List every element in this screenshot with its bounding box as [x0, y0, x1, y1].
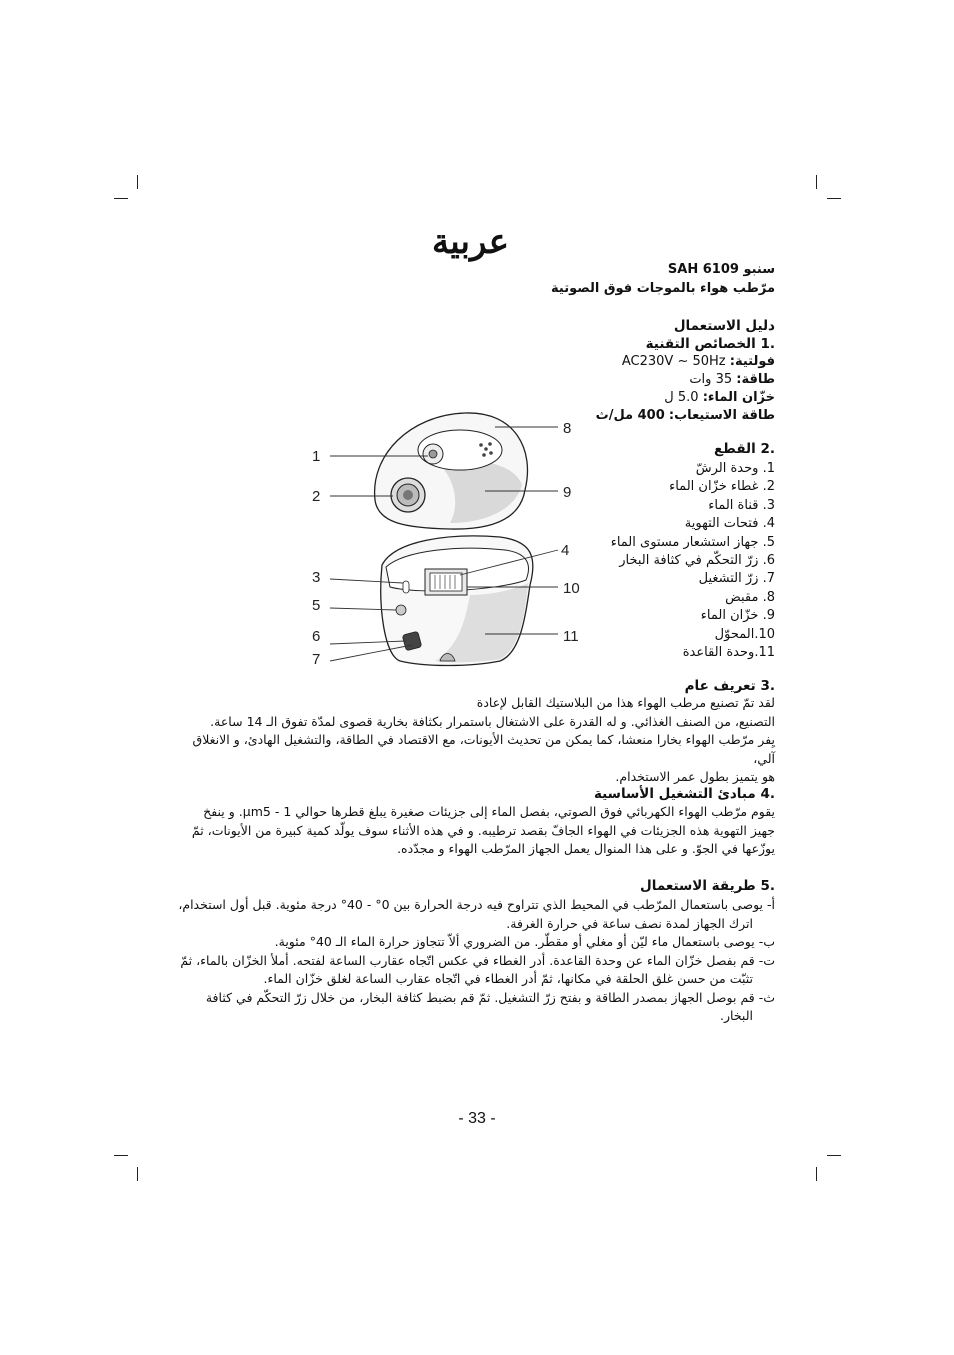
spec-value: 400 مل/ث — [595, 408, 665, 423]
spec-power — [689, 372, 775, 388]
callout-5: 5 — [312, 597, 321, 614]
product-subtitle: مرّطب هواء بالموجات فوق الصوتية — [551, 281, 775, 296]
parts-heading: .2 القطع — [713, 441, 775, 457]
callout-3: 3 — [312, 569, 321, 586]
crop-mark — [137, 1167, 138, 1181]
usage-heading: .5 طريقة الاستعمال — [640, 878, 775, 894]
text-line: هو يتميز بطول عمر الاستخدام. — [615, 769, 775, 784]
callout-6: 6 — [312, 628, 321, 645]
spec-value: 35 وات — [689, 372, 733, 387]
crop-mark — [816, 175, 817, 189]
guide-heading: دليل الاستعمال — [673, 318, 775, 334]
specs-heading: .1 الخصائص التقنية — [645, 336, 775, 352]
list-item: 7. زرّ التشغيل — [698, 571, 775, 587]
crop-mark — [137, 175, 138, 189]
text-line: لقد تمّ تصنيع مرطب الهواء هذا من البلاستيك القابل لإعادة — [476, 695, 775, 710]
parts-list — [611, 460, 775, 662]
list-item: 1. وحدة الرشّ — [695, 461, 775, 476]
callout-4: 4 — [561, 542, 570, 559]
list-item: 10.المحوّل — [714, 626, 775, 642]
crop-mark — [114, 198, 128, 199]
list-item: 5. جهاز استشعار مستوى الماء — [610, 534, 775, 550]
spec-label: خزّان الماء: — [702, 390, 775, 405]
spec-value: AC230V ~ 50Hz — [621, 354, 726, 369]
spec-label: طاقة: — [736, 372, 775, 387]
text-line: يقوم مرّطب الهواء الكهربائي فوق الصوتي، بفصل الماء إلى جزيئات صغيرة يبلغ قطرها حوالي 1 - µm5. و ينفخ — [203, 804, 775, 819]
list-item: 3. قناة الماء — [708, 497, 775, 513]
list-item: 9. خزّان الماء — [700, 608, 775, 624]
list-item: أ- يوصى باستعمال المرّطب في المحيط الذي تتراوح فيه درجة الحرارة بين 0° - 40° درجة مئوية. قبل أول استخدام، اترك الجهاز لمدة نصف ساعة في حرارة الغرفة. — [178, 897, 775, 931]
page-title: عربية — [432, 222, 509, 262]
list-item: ت- قم بفصل خزّان الماء عن وحدة القاعدة. أدر الغطاء في عكس اتّجاه عقارب الساعة لفتحه. أملأ الخزّان بالماء، ثمّ تثبّت من حسن غلق الحلقة في مكانها، ثمّ أدر الغطاء في اتّجاه عقارب الساعة لغلق خزّان الماء. — [180, 952, 775, 986]
text-line: يِفر مرّطب الهواء بخارا منعشا، كما يمكن من تحديث الأيونات، مع الاقتصاد في الطاقة، والتشغيل الهادئ، و الانغلاق آلي، — [192, 732, 775, 766]
water-channel — [403, 581, 409, 593]
callout-11: 11 — [563, 628, 579, 645]
text-line: يوزّعها في الجوّ. و على هذا المنوال يعمل الجهاز المرّطب الهواء و مجدّده. — [397, 841, 775, 856]
list-item: 6. زرّ التحكّم في كثافة البخار — [619, 553, 775, 569]
crop-mark — [816, 1167, 817, 1181]
spec-label: فولتية: — [729, 354, 775, 369]
list-item: ث- قم بوصل الجهاز بمصدر الطاقة و بفتح زرّ التشغيل. ثمّ قم بضبط كثافة البخار، من خلال زرّ التحكّم في كثافة البخار. — [205, 989, 775, 1023]
spec-capacity — [596, 408, 775, 424]
general-paragraph — [175, 694, 775, 787]
crop-mark — [114, 1155, 128, 1156]
page-number: - 33 - — [458, 1110, 496, 1127]
list-item: 4. فتحات التهوية — [684, 516, 775, 532]
callout-10: 10 — [563, 580, 580, 597]
text-line: التصنيع، من الصنف الغذائي. و له القدرة على الاشتغال باستمرار بكثافة بخارية قصوى لمدّة تفوق الـ 14 ساعة. — [210, 713, 775, 729]
principles-heading: .4 مبادئ التشغيل الأساسية — [593, 786, 775, 802]
humidifier-diagram — [300, 405, 600, 675]
principles-paragraph — [175, 803, 775, 859]
crop-mark — [827, 198, 841, 199]
usage-list — [175, 896, 775, 1026]
callout-9: 9 — [563, 484, 572, 501]
list-item: 11.وحدة القاعدة — [682, 645, 775, 661]
spec-tank — [664, 390, 775, 406]
list-item: 8. مقبض — [725, 589, 775, 605]
callout-7: 7 — [312, 651, 321, 668]
spec-label: طاقة الاستيعاب: — [668, 408, 775, 423]
callout-2: 2 — [312, 488, 321, 505]
spec-value: 5.0 ل — [664, 390, 699, 405]
callout-8: 8 — [563, 420, 572, 437]
callout-1: 1 — [312, 448, 321, 465]
text-line: جهيز التهوية هذه الجزيئات في الهواء الجافّ بقصد ترطيبه. و في هذه الأثناء سوف يولّد كمية كبيرة من الأيونات، ثمّ — [191, 822, 775, 838]
level-sensor — [396, 605, 406, 615]
crop-mark — [827, 1155, 841, 1156]
model-line: سنبو SAH 6109 — [667, 262, 775, 277]
list-item: ب- يوصى باستعمال ماء ليّن أو مغلي أو مقطّر. من الضروري ألاّ تتجاوز حرارة الماء الـ 40° مئوية. — [274, 934, 775, 949]
spec-voltage — [622, 354, 775, 370]
general-heading: .3 تعريف عام — [684, 678, 775, 694]
list-item: 2. غطاء خزّان الماء — [669, 479, 775, 495]
